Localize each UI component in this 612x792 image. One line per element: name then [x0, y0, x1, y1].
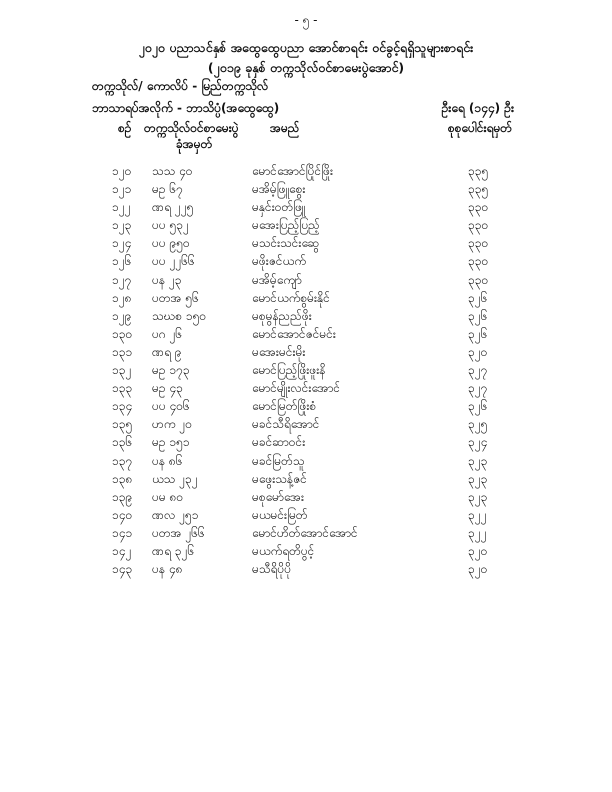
- row-number: ၁၃၆: [112, 435, 133, 450]
- roll-number: ပဂ ၂၆: [152, 326, 183, 341]
- student-name: မောင်ပြည့်ဖြိုးဖူးနိ: [252, 363, 326, 378]
- row-number: ၁၃၉: [112, 489, 133, 504]
- roll-number: ဟက ၂၀: [152, 417, 192, 432]
- roll-number: သသ ၄၀: [152, 164, 193, 178]
- total-mark: ၃၂၃: [468, 453, 488, 468]
- table-row: [0, 162, 612, 180]
- row-number: ၁၄၂: [112, 543, 132, 558]
- total-mark: ၃၃၀: [468, 200, 489, 215]
- row-number: ၁၂၆: [112, 254, 132, 269]
- header-roll-no: တက္ကသိုလ်ဝင်စာမေးပွဲ: [144, 121, 239, 135]
- row-number: ၁၃၄: [112, 399, 133, 414]
- table-row: [0, 452, 612, 470]
- student-name: မစုမွန်ညည်ဖိုး: [252, 308, 312, 323]
- student-name: မသင်းသင်းဆွေ: [252, 236, 320, 251]
- roll-number: ပပ ၂၂၆၆: [152, 254, 195, 269]
- student-name: မအိမ့်ကျော်: [252, 272, 302, 287]
- table-row: [0, 524, 612, 542]
- total-mark: ၃၂၀: [468, 344, 488, 359]
- row-number: ၁၂၂: [112, 200, 131, 215]
- student-name: မဖွေးသန့်ဇင်: [252, 471, 307, 486]
- table-row: [0, 433, 612, 451]
- table-row: [0, 289, 612, 307]
- row-number: ၁၃၃: [112, 381, 133, 396]
- total-mark: ၃၂၂: [468, 525, 487, 540]
- page-number: - ၅ -: [294, 13, 318, 27]
- total-mark: ၃၂၀: [468, 543, 488, 558]
- total-mark: ၃၃၅: [468, 182, 489, 197]
- student-name: မယက်ရတိပွင့်: [252, 543, 315, 558]
- roll-number: မဥ ၁၇၃: [152, 363, 190, 378]
- roll-number: ဏလ ၂၅၁: [152, 507, 199, 522]
- document-subtitle: (၂၀၁၉ ခုနှစ် တက္ကသိုလ်ဝင်စာမေးပွဲအောင်): [207, 60, 405, 75]
- roll-number: ပပ ၄၀၆: [152, 399, 190, 414]
- table-row: [0, 470, 612, 488]
- row-number: ၁၄၁: [112, 525, 133, 540]
- row-number: ၁၂၃: [112, 218, 132, 233]
- row-number: ၁၂၄: [112, 236, 132, 251]
- roll-number: ဏရ ၃၂၆: [152, 543, 195, 558]
- student-name: မဖိုးဇင်ယက်: [252, 254, 306, 269]
- table-row: [0, 488, 612, 506]
- table-row: [0, 198, 612, 216]
- total-mark: ၃၃၀: [468, 272, 489, 287]
- subject-line: ဘာသာရပ်အလိုက် - ဘာသိပ္ပံ(အထွေထွေ): [92, 101, 280, 115]
- student-name: မောင်အောင်ဇင်မင်း: [252, 326, 336, 341]
- roll-number: ဏရ ၂၂၅: [152, 200, 194, 215]
- student-name: မစုမော်အေး: [252, 489, 305, 504]
- table-row: [0, 234, 612, 252]
- header-roll-no-sub: ခုံအမှတ်: [176, 137, 213, 151]
- total-mark: ၃၂၃: [468, 471, 488, 486]
- row-number: ၁၃၇: [112, 453, 133, 468]
- university-line: တက္ကသိုလ်/ ကောလိပ် - မြည်တက္ကသိုလ်: [92, 79, 269, 93]
- student-name: မောင်အောင်ပြိုင်ဖြိုး: [252, 164, 334, 178]
- count-line: ဦးရေ (၁၄၄) ဦး: [441, 101, 514, 115]
- student-name: မောင်ဟိတ်အောင်အောင်: [252, 525, 358, 540]
- total-mark: ၃၃၀: [468, 254, 489, 269]
- table-row: [0, 180, 612, 198]
- roll-number: ပန ၈၆: [152, 453, 183, 468]
- student-name: မောင်မြတ်ဖြိုးစံ: [252, 399, 317, 414]
- total-mark: ၃၂၇: [468, 363, 488, 378]
- row-number: ၁၃၈: [112, 471, 133, 486]
- table-row: [0, 361, 612, 379]
- roll-number: မဥ ၄၃: [152, 381, 183, 396]
- table-row: [0, 252, 612, 270]
- header-marks: စုစုပေါင်းရမှတ်: [447, 121, 512, 135]
- row-number: ၁၂၁: [112, 182, 132, 197]
- student-name: မသီရိပိုပို: [252, 562, 292, 577]
- total-mark: ၃၂၅: [468, 417, 488, 432]
- total-mark: ၃၂၃: [468, 489, 488, 504]
- table-row: [0, 325, 612, 343]
- roll-number: သဃစ ၁၅၀: [152, 308, 207, 323]
- roll-number: ဏရ ၉: [152, 344, 182, 359]
- table-row: [0, 271, 612, 289]
- table-row: [0, 379, 612, 397]
- table-row: [0, 307, 612, 325]
- row-number: ၁၃၅: [112, 417, 133, 432]
- document-title: ၂၀၂၀ ပညာသင်နှစ် အထွေထွေပညာ အောင်စာရင်း ဝင်ခွင့်ရရှိသူများစာရင်း: [138, 40, 474, 55]
- total-mark: ၃၃၀: [468, 218, 489, 233]
- roll-number: ပန ၂၃: [152, 272, 182, 287]
- student-name: မယမင်းမြတ်: [252, 507, 308, 522]
- table-row: [0, 343, 612, 361]
- student-name: မအေးမင်းမိုး: [252, 344, 306, 359]
- total-mark: ၃၂၄: [468, 435, 488, 450]
- header-name: အမည်: [270, 121, 300, 135]
- row-number: ၁၂၇: [112, 272, 132, 287]
- row-number: ၁၃၀: [112, 326, 133, 341]
- roll-number: ပပ ၅၃၂: [152, 218, 189, 233]
- total-mark: ၃၂၆: [468, 326, 488, 341]
- roll-number: ပမ ၈၀: [152, 489, 184, 504]
- row-number: ၁၂၈: [112, 290, 132, 305]
- roll-number: ပတအ ၂၆၆: [152, 525, 205, 540]
- table-row: [0, 397, 612, 415]
- row-number: ၁၄၀: [112, 507, 133, 522]
- row-number: ၁၃၁: [112, 344, 133, 359]
- total-mark: ၃၂၂: [468, 507, 487, 522]
- table-row: [0, 216, 612, 234]
- table-row: [0, 415, 612, 433]
- total-mark: ၃၂၇: [468, 381, 488, 396]
- table-row: [0, 542, 612, 560]
- results-table: [0, 162, 612, 578]
- student-name: မောင်ယက်စွမ်းနိုင်: [252, 290, 330, 305]
- student-name: မအေးပြည့်ပြည့်: [252, 218, 320, 233]
- total-mark: ၃၂၀: [468, 562, 488, 577]
- student-name: မခင်မြတ်သူ: [252, 453, 305, 468]
- student-name: မအိမ့်ဖြူစွေး: [252, 182, 306, 197]
- row-number: ၁၄၃: [112, 562, 133, 577]
- total-mark: ၃၂၆: [468, 308, 488, 323]
- student-name: မခင်ဆာဝင်း: [252, 435, 306, 450]
- roll-number: ပတအ ၅၆: [152, 290, 199, 305]
- total-mark: ၃၂၆: [468, 399, 488, 414]
- roll-number: မဥ ၁၅၁: [152, 435, 190, 450]
- roll-number: ယသ ၂၃၂: [152, 471, 198, 486]
- total-mark: ၃၂၆: [468, 290, 488, 305]
- row-number: ၁၂၉: [112, 308, 132, 323]
- total-mark: ၃၃၀: [468, 236, 489, 251]
- table-row: [0, 506, 612, 524]
- table-row: [0, 560, 612, 578]
- roll-number: ပန ၄၈: [152, 562, 183, 577]
- header-no: စဉ်: [118, 121, 132, 135]
- roll-number: မဥ ၆၇: [152, 182, 183, 197]
- total-mark: ၃၃၅: [468, 164, 489, 178]
- row-number: ၁၃၂: [112, 363, 132, 378]
- roll-number: ပပ ၉၅၀: [152, 236, 190, 251]
- row-number: ၁၂၀: [112, 164, 132, 178]
- student-name: မခင်သီရိအောင်: [252, 417, 320, 432]
- student-name: မနှင်းဝတ်ဖြူ: [252, 200, 306, 215]
- student-name: မောင်မျိုးလင်းအောင်: [252, 381, 341, 396]
